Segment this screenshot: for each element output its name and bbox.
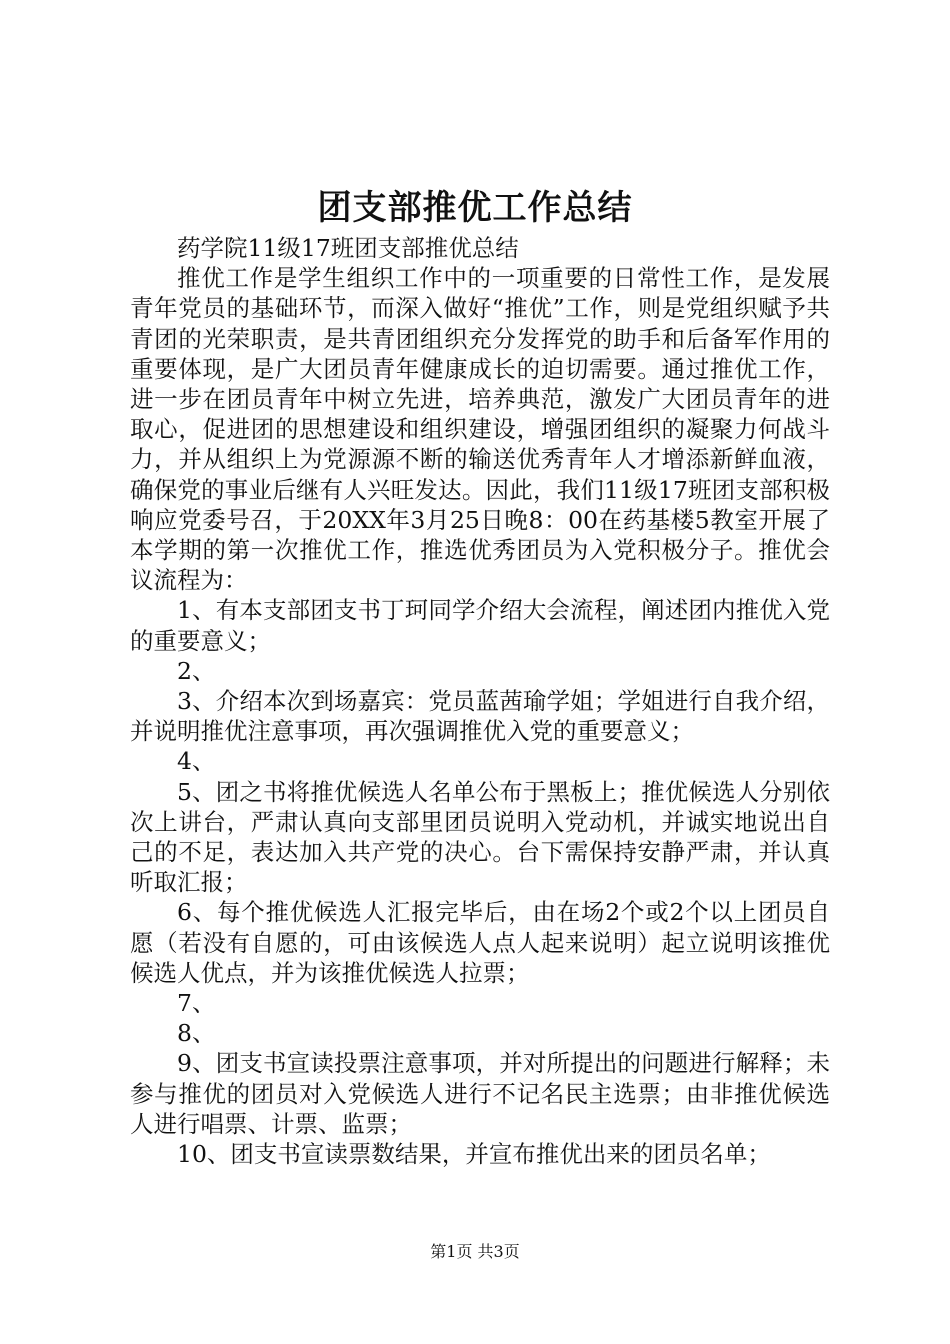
step-10-paragraph: 10、团支书宣读票数结果，并宣布推优出来的团员名单； xyxy=(177,1140,771,1169)
step-7-paragraph: 7、 xyxy=(177,989,216,1018)
page-footer: 第1页 共3页 xyxy=(430,1242,520,1261)
step-3-paragraph: 3、介绍本次到场嘉宾：党员蓝茜瑜学姐；学姐进行自我介绍，并说明推优注意事项，再次强调推优入党的重要意义； xyxy=(130,687,830,746)
subtitle-paragraph: 药学院11级17班团支部推优总结 xyxy=(177,234,519,262)
step-2-paragraph: 2、 xyxy=(177,656,216,685)
step-9-paragraph: 9、团支书宣读投票注意事项，并对所提出的问题进行解释；未参与推优的团员对入党候选人进行不记名民主选票；由非推优候选人进行唱票、计票、监票； xyxy=(130,1049,830,1138)
step-5-paragraph: 5、团之书将推优候选人名单公布于黑板上；推优候选人分别依次上讲台，严肃认真向支部里团员说明入党动机，并诚实地说出自己的不足，表达加入共产党的决心。台下需保持安静严肃，并认真听取汇报； xyxy=(130,777,830,897)
intro-paragraph: 推优工作是学生组织工作中的一项重要的日常性工作，是发展青年党员的基础环节，而深入做好“推优”工作，则是党组织赋予共青团的光荣职责，是共青团组织充分发挥党的助手和后备军作用的重要体现，是广大团员青年健康成长的迫切需要。通过推优工作，进一步在团员青年中树立先进，培养典范，激发广大团员青年的进取心，促进团的思想建设和组织建设，增强团组织的凝聚力何战斗力，并从组织上为党源源不断的输送优秀青年人才增添新鲜血液，确保党的事业后继有人兴旺发达。因此，我们11级17班团支部积极响应党委号召，于20XX年3月25日晚8：00在药基楼5教室开展了本学期的第一次推优工作，推选优秀团员为入党积极分子。推优会议流程为： xyxy=(130,264,830,595)
document-title: 团支部推优工作总结 xyxy=(317,188,633,228)
step-8-paragraph: 8、 xyxy=(177,1019,216,1048)
step-1-paragraph: 1、有本支部团支书丁珂同学介绍大会流程，阐述团内推优入党的重要意义； xyxy=(130,596,830,655)
step-6-paragraph: 6、每个推优候选人汇报完毕后，由在场2个或2个以上团员自愿（若没有自愿的，可由该候选人点人起来说明）起立说明该推优候选人优点，并为该推优候选人拉票； xyxy=(130,898,830,987)
document-body xyxy=(130,233,830,1169)
step-4-paragraph: 4、 xyxy=(177,747,216,776)
